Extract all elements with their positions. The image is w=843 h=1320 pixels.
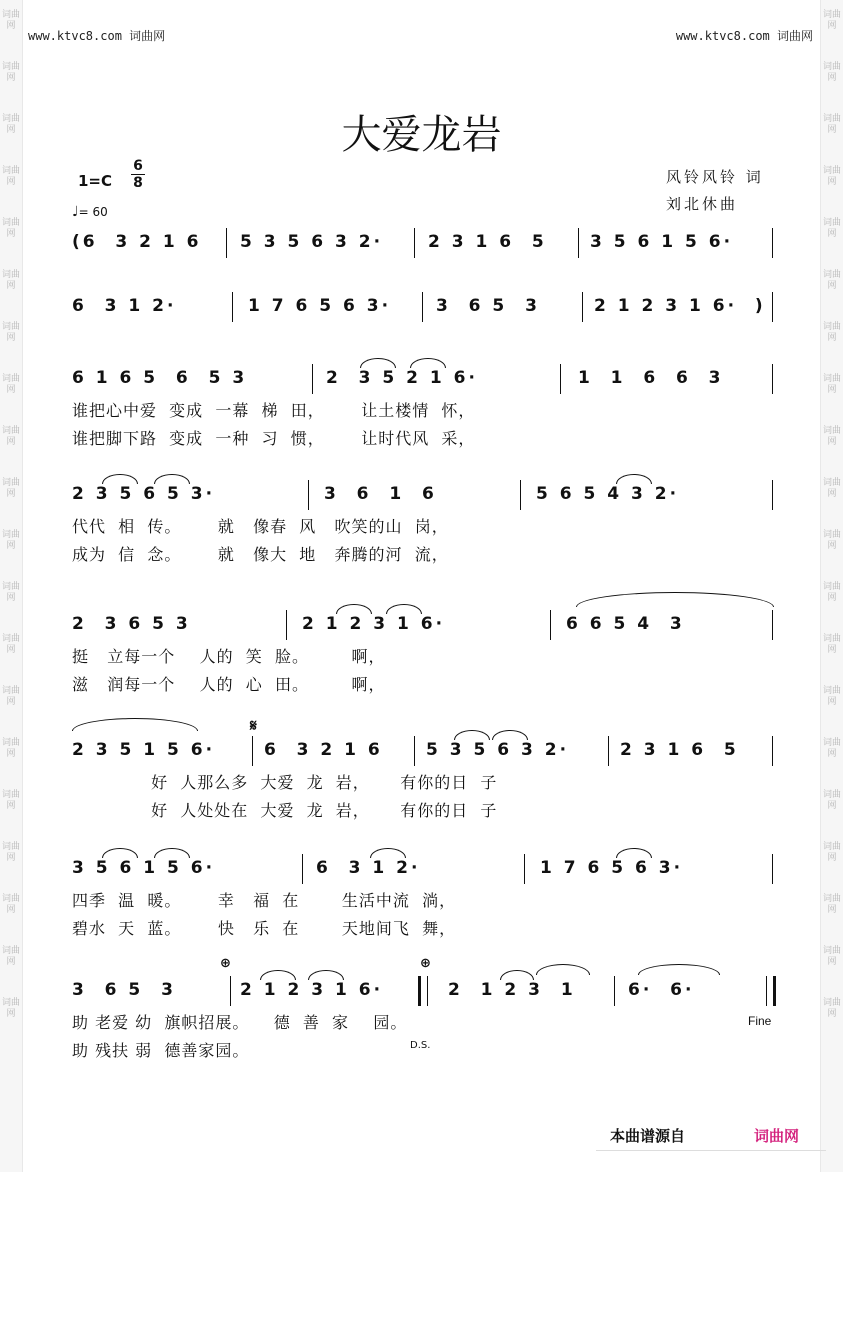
notes-line bbox=[60, 232, 785, 258]
lyricist: 风铃风铃 词 bbox=[666, 168, 764, 186]
measure: 2 3 1 6 5 bbox=[620, 740, 739, 760]
slur bbox=[336, 604, 372, 614]
time-signature bbox=[131, 158, 145, 191]
lyric-line-2: 谁把脚下路 变成 一种 习 惯， 让时代风 采， bbox=[72, 429, 476, 448]
tie-arc bbox=[638, 964, 720, 975]
measure: 1 1 6 6 3 bbox=[578, 368, 724, 388]
barline bbox=[772, 854, 773, 884]
barline bbox=[614, 976, 615, 1006]
measure: 6 1 6 5 6 5 3 bbox=[72, 368, 248, 388]
coda-icon: ⊕ bbox=[220, 956, 234, 971]
score-row-ending bbox=[60, 956, 785, 1060]
barline bbox=[524, 854, 525, 884]
lyric-line-1: 助 老爱 幼 旗帜招展。 德 善 家 园。 bbox=[72, 1013, 408, 1032]
measure: 2 1 2 3 1 6· bbox=[240, 980, 384, 1000]
barline bbox=[414, 228, 415, 258]
source-brand-link[interactable]: 词曲网 bbox=[754, 1127, 800, 1145]
measure: 6 6 5 4 3 bbox=[566, 614, 685, 634]
barline bbox=[772, 292, 773, 322]
barline bbox=[560, 364, 561, 394]
source-label: 本曲谱源自 bbox=[610, 1127, 686, 1145]
slur bbox=[102, 474, 138, 484]
measure: (6 3 2 1 6 bbox=[72, 232, 202, 252]
measure: 6· 6· bbox=[628, 980, 695, 1000]
tie-arc bbox=[576, 592, 774, 607]
measure: 5 6 5 4 3 2· bbox=[536, 484, 680, 504]
measure: 5 3 5 6 3 2· bbox=[426, 740, 570, 760]
barline bbox=[772, 364, 773, 394]
barline bbox=[414, 736, 415, 766]
measure: 2 1 2 3 1 6· bbox=[302, 614, 446, 634]
segno-icon: 𝄋 bbox=[250, 716, 260, 735]
slur bbox=[260, 970, 296, 980]
barline bbox=[772, 228, 773, 258]
lyric-line-1: 谁把心中爱 变成 一幕 梯 田， 让土楼情 怀， bbox=[72, 401, 476, 420]
credits bbox=[666, 164, 764, 218]
score-row-verse-2 bbox=[60, 484, 785, 564]
composer: 刘北休曲 bbox=[666, 195, 739, 213]
measure: 2 3 5 2 1 6· bbox=[326, 368, 478, 388]
quarter-note-icon: ♩ bbox=[72, 204, 79, 220]
barline bbox=[582, 292, 583, 322]
key-signature: 1=C bbox=[78, 172, 113, 190]
notes-line bbox=[60, 956, 785, 1006]
measure: 2 1 2 3 1 bbox=[448, 980, 576, 1000]
barline bbox=[230, 976, 231, 1006]
barline bbox=[520, 480, 521, 510]
measure: 3 6 5 3 bbox=[72, 980, 176, 1000]
barline bbox=[608, 736, 609, 766]
slur bbox=[370, 848, 406, 858]
measure: 2 3 5 1 5 6· bbox=[72, 740, 216, 760]
site-url-right[interactable]: www.ktvc8.com 词曲网 bbox=[675, 29, 813, 43]
measure: 3 5 6 1 5 6· bbox=[72, 858, 216, 878]
score-row-intro-2 bbox=[60, 296, 785, 322]
slur bbox=[410, 358, 446, 368]
barline bbox=[286, 610, 287, 640]
slur bbox=[616, 848, 652, 858]
notes-line bbox=[60, 858, 785, 884]
tie-arc bbox=[536, 964, 590, 975]
barline bbox=[422, 292, 423, 322]
lyric-line-2: 滋 润每一个 人的 心 田。 啊， bbox=[72, 675, 386, 694]
measure: 2 1 2 3 1 6· ) bbox=[594, 296, 766, 316]
meter-bottom: 8 bbox=[133, 175, 143, 191]
slur bbox=[386, 604, 422, 614]
lyric-line-1: 四季 温 暖。 幸 福 在 生活中流 淌， bbox=[72, 891, 457, 910]
tempo-value: = 60 bbox=[78, 205, 108, 219]
measure: 3 5 6 1 5 6· bbox=[590, 232, 734, 252]
barline bbox=[772, 610, 773, 640]
final-barline bbox=[766, 976, 776, 1006]
score-row-verse-3 bbox=[60, 614, 785, 694]
tempo-marking bbox=[72, 204, 108, 220]
song-title: 大爱龙岩 bbox=[341, 112, 502, 158]
slur bbox=[360, 358, 396, 368]
measure: 6 3 1 2· bbox=[316, 858, 421, 878]
measure: 1 7 6 5 6 3· bbox=[540, 858, 684, 878]
barline bbox=[252, 736, 253, 766]
lyric-line-2: 成为 信 念。 就 像大 地 奔腾的河 流， bbox=[72, 545, 449, 564]
barline bbox=[772, 736, 773, 766]
measure: 6 3 2 1 6 bbox=[264, 740, 383, 760]
barline bbox=[312, 364, 313, 394]
barline bbox=[550, 610, 551, 640]
measure: 2 3 6 5 3 bbox=[72, 614, 191, 634]
site-url-left[interactable]: www.ktvc8.com 词曲网 bbox=[28, 29, 166, 43]
barline bbox=[578, 228, 579, 258]
right-watermark-strip: 词曲网 词曲网 词曲网 词曲网 词曲网 词曲网 词曲网 词曲网 词曲网 词曲网 词曲网 词曲网 词曲网 词曲网 词曲网 词曲网 词曲网 词曲网 词曲网 词曲网 bbox=[820, 0, 843, 1172]
slur bbox=[500, 970, 534, 980]
score-row-chorus-1 bbox=[60, 716, 785, 820]
coda-icon: ⊕ bbox=[420, 956, 434, 971]
measure: 3 6 1 6 bbox=[324, 484, 437, 504]
fine-mark: Fine bbox=[748, 1014, 772, 1028]
lyric-line-1: 挺 立每一个 人的 笑 脸。 啊， bbox=[72, 647, 386, 666]
notes-line bbox=[60, 484, 785, 510]
barline bbox=[226, 228, 227, 258]
barline bbox=[308, 480, 309, 510]
measure: 1 7 6 5 6 3· bbox=[248, 296, 392, 316]
score-row-intro-1 bbox=[60, 232, 785, 258]
slur bbox=[102, 848, 138, 858]
source-divider bbox=[596, 1150, 826, 1151]
ds-mark: D.S. bbox=[410, 1040, 431, 1051]
lyric-line-2: 好 人处处在 大爱 龙 岩， 有你的日 子 bbox=[72, 801, 498, 820]
barline bbox=[232, 292, 233, 322]
left-watermark-strip: 词曲网 词曲网 词曲网 词曲网 词曲网 词曲网 词曲网 词曲网 词曲网 词曲网 词曲网 词曲网 词曲网 词曲网 词曲网 词曲网 词曲网 词曲网 词曲网 词曲网 bbox=[0, 0, 23, 1172]
score-row-chorus-2 bbox=[60, 858, 785, 938]
slur bbox=[454, 730, 490, 740]
notes-line bbox=[60, 296, 785, 322]
notes-line bbox=[60, 614, 785, 640]
measure: 2 3 5 6 5 3· bbox=[72, 484, 216, 504]
barline bbox=[772, 480, 773, 510]
lyric-line-2: 助 残扶 弱 德善家园。 bbox=[72, 1041, 250, 1060]
measure: 5 3 5 6 3 2· bbox=[240, 232, 384, 252]
score-row-verse-1 bbox=[60, 368, 785, 448]
lyric-line-1: 代代 相 传。 就 像春 风 吹笑的山 岗， bbox=[72, 517, 449, 536]
slur bbox=[154, 848, 190, 858]
notes-line bbox=[60, 368, 785, 394]
notes-line bbox=[60, 716, 785, 766]
slur bbox=[154, 474, 190, 484]
repeat-barline bbox=[418, 976, 428, 1006]
barline bbox=[302, 854, 303, 884]
lyric-line-1: 好 人那么多 大爱 龙 岩， 有你的日 子 bbox=[72, 773, 498, 792]
meter-top: 6 bbox=[133, 158, 143, 174]
slur bbox=[616, 474, 652, 484]
measure: 2 3 1 6 5 bbox=[428, 232, 547, 252]
measure: 6 3 1 2· bbox=[72, 296, 177, 316]
lyric-line-2: 碧水 天 蓝。 快 乐 在 天地间飞 舞， bbox=[72, 919, 457, 938]
slur bbox=[308, 970, 344, 980]
slur bbox=[492, 730, 528, 740]
measure: 3 6 5 3 bbox=[436, 296, 540, 316]
